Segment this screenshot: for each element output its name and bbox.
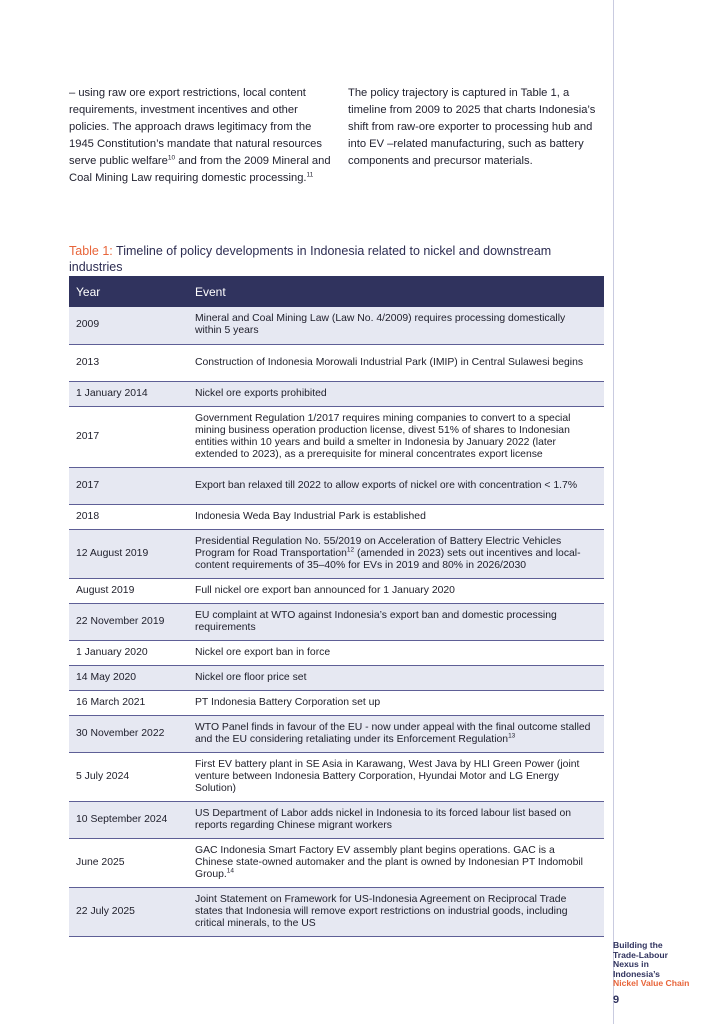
row-year-cell: 2013 [69,344,195,381]
footnote-ref-13[interactable]: 13 [508,732,516,740]
row-event-cell: Government Regulation 1/2017 requires mining companies to convert to a special mining business operation production license, divest 51% of shares to Indonesian entities within 10 years and build a smelter in Indonesia by January 2022 (later extended to 2023), as a prerequisite for mineral concentrates export license [195,406,604,467]
intro-right-paragraph: The policy trajectory is captured in Table 1, a timeline from 2009 to 2025 that charts Indonesia’s shift from raw-ore exporter to processing hub and into EV –related manufacturing, such as battery components and precursor materials. [348,87,596,167]
margin-divider-line [613,0,614,1024]
row-event-cell: Construction of Indonesia Morowali Industrial Park (IMIP) in Central Sulawesi begins [195,344,604,381]
table-caption [69,243,604,275]
row-year-cell: 2017 [69,467,195,504]
footer-title-line: Nexus in [613,959,649,970]
row-event-cell: Nickel ore exports prohibited [195,381,604,406]
row-year-cell: 2009 [69,307,195,344]
row-year-cell: 1 January 2014 [69,381,195,406]
row-year-cell: 5 July 2024 [69,752,195,801]
row-year-cell: 12 August 2019 [69,529,195,578]
row-year-cell: 16 March 2021 [69,690,195,715]
row-event-cell: PT Indonesia Battery Corporation set up [195,690,604,715]
row-event-text: WTO Panel finds in favour of the EU - now under appeal with the final outcome stalled and the EU considering retaliating under its Enforcement Regulation [195,721,591,745]
row-event-cell: Mineral and Coal Mining Law (Law No. 4/2009) requires processing domestically within 5 years [195,307,604,344]
footer-publication-title [613,941,721,989]
table-row [69,406,604,467]
table-row [69,887,604,936]
intro-left-text-1: – using raw ore export restrictions, local content requirements, investment incentives and other policies. The approach draws legitimacy from the 1945 Constitution’s mandate that natural resources serve public welfare [69,87,322,167]
intro-left-text-2: and from the 2009 Mineral and Coal Mining Law requiring domestic processing. [69,155,331,184]
row-event-cell [195,529,604,578]
event-column-header: Event [195,276,604,307]
row-year-cell: 1 January 2020 [69,640,195,665]
table-header-row [69,276,604,307]
table-row [69,603,604,640]
table-row [69,467,604,504]
footnote-ref-11[interactable]: 11 [306,171,314,179]
table-caption-text: Timeline of policy developments in Indonesia related to nickel and downstream industries [69,244,552,274]
row-event-cell: Nickel ore export ban in force [195,640,604,665]
row-event-cell [195,715,604,752]
table-row [69,665,604,690]
table-row [69,801,604,838]
footnote-ref-10[interactable]: 10 [167,154,176,162]
row-event-cell: Nickel ore floor price set [195,665,604,690]
row-event-cell: Full nickel ore export ban announced for 1 January 2020 [195,578,604,603]
table-row [69,307,604,344]
table-row [69,838,604,887]
row-event-cell: EU complaint at WTO against Indonesia’s export ban and domestic processing requirements [195,603,604,640]
policy-timeline-table [69,276,604,937]
row-year-cell: 14 May 2020 [69,665,195,690]
footer-title-highlight: Nickel Value Chain [613,978,690,989]
row-year-cell: 22 July 2025 [69,887,195,936]
footer-title-line: Trade-Labour [613,949,668,960]
row-year-cell: 10 September 2024 [69,801,195,838]
row-year-cell: 2018 [69,504,195,529]
table-row [69,578,604,603]
row-event-cell [195,838,604,887]
row-event-cell: Indonesia Weda Bay Industrial Park is established [195,504,604,529]
row-year-cell: June 2025 [69,838,195,887]
footnote-ref-12[interactable]: 12 [346,546,355,554]
table-caption-label: Table 1: [69,244,113,258]
table-row [69,752,604,801]
row-event-text-continued: (amended in 2023) sets out incentives and local-content requirements of 35–40% for EVs in 2019 and 80% in 2026/2030 [195,547,581,571]
table-row [69,715,604,752]
row-year-cell: 30 November 2022 [69,715,195,752]
footer-title-line: Building the [613,940,663,950]
year-column-header: Year [69,276,195,307]
row-event-text: GAC Indonesia Smart Factory EV assembly plant begins operations. GAC is a Chinese state-owned automaker and the plant is owned by Indonesian PT Indomobil Group. [195,844,583,880]
row-year-cell: 2017 [69,406,195,467]
row-event-cell: Joint Statement on Framework for US-Indonesia Agreement on Reciprocal Trade states that Indonesia will remove export restrictions on industrial goods, including critical minerals, to the US [195,887,604,936]
table-row [69,640,604,665]
footnote-ref-14[interactable]: 14 [226,867,234,875]
table-row [69,529,604,578]
table-row [69,504,604,529]
row-event-cell: First EV battery plant in SE Asia in Karawang, West Java by HLI Green Power (joint venture between Indonesia Battery Corporation, Hyundai Motor and LG Energy Solution) [195,752,604,801]
row-year-cell: August 2019 [69,578,195,603]
intro-left-paragraph [69,85,331,187]
table-row [69,381,604,406]
page-number: 9 [613,994,620,1006]
footer-title-line: Indonesia’s [613,968,660,979]
row-event-cell: Export ban relaxed till 2022 to allow exports of nickel ore with concentration < 1.7% [195,467,604,504]
row-event-text: Presidential Regulation No. 55/2019 on Acceleration of Battery Electric Vehicles Program for Road Transportation [195,535,562,559]
table-row [69,690,604,715]
row-event-cell: US Department of Labor adds nickel in Indonesia to its forced labour list based on reports regarding Chinese migrant workers [195,801,604,838]
row-year-cell: 22 November 2019 [69,603,195,640]
table-row [69,344,604,381]
